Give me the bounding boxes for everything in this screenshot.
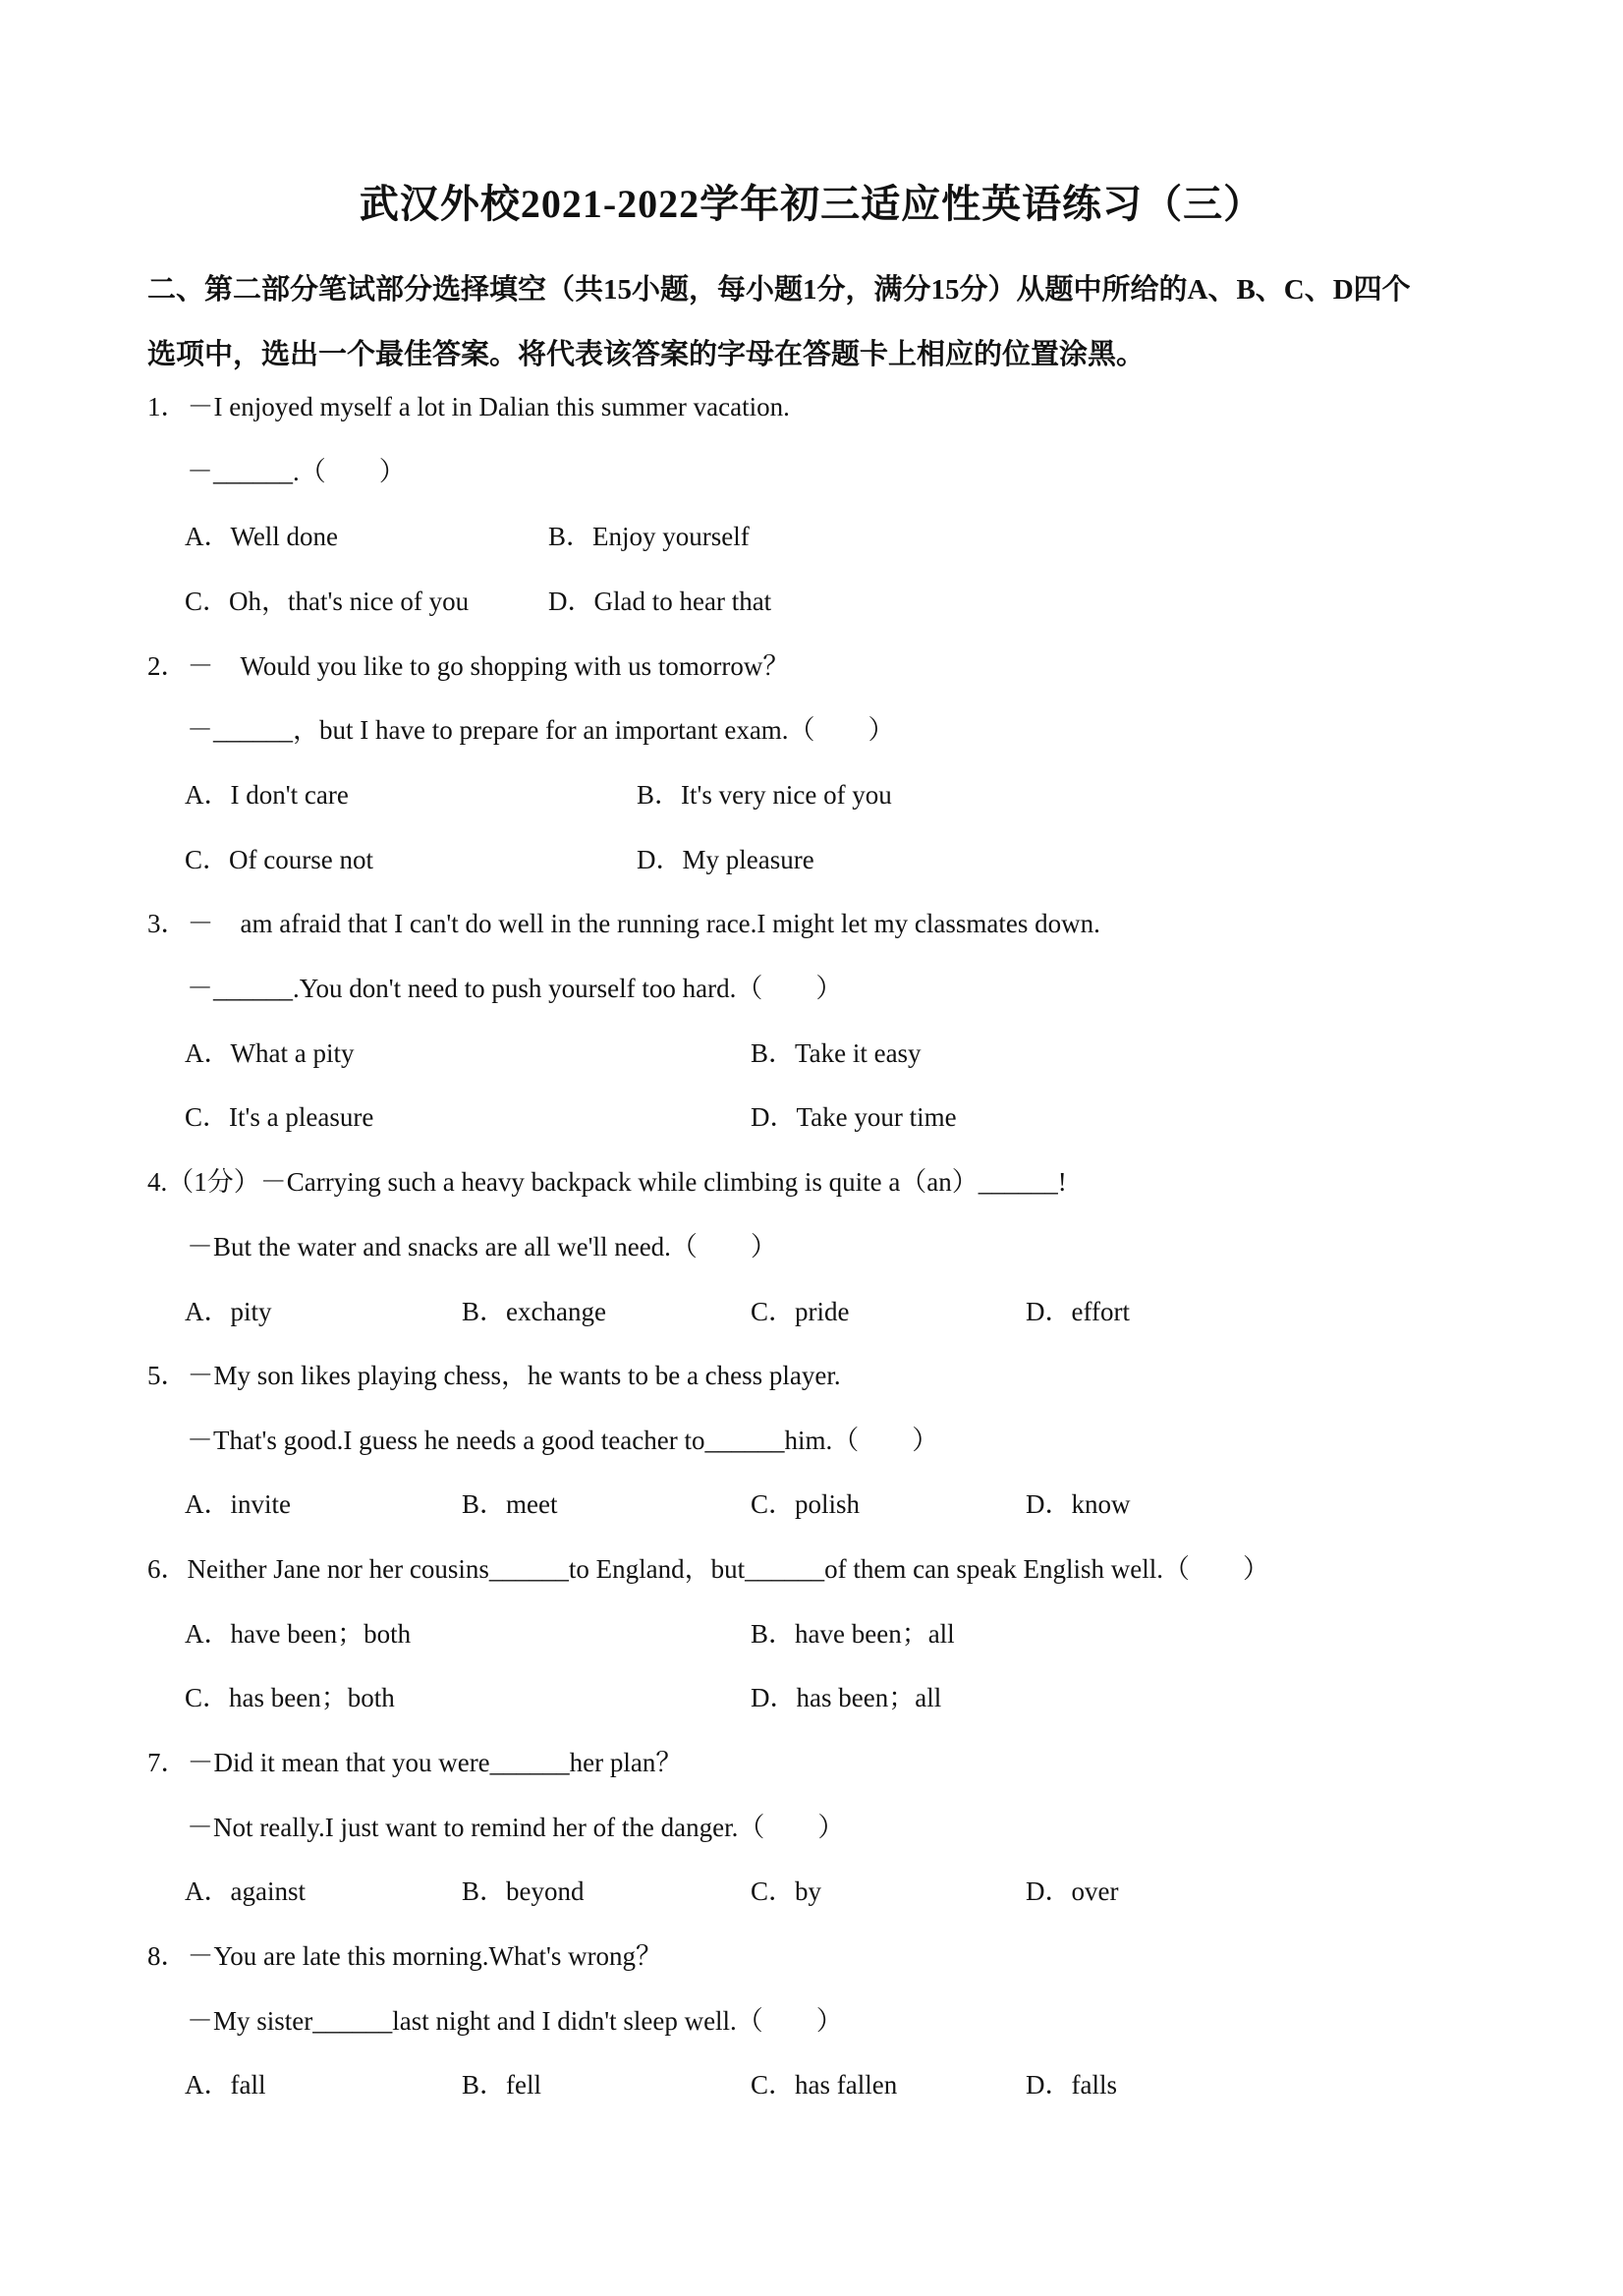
question-3-option-a[interactable]: A．What a pity bbox=[185, 1038, 355, 1068]
question-4-option-a[interactable]: A．pity bbox=[185, 1297, 272, 1326]
question-6-option-a[interactable]: A．have been；both bbox=[185, 1619, 412, 1649]
question-5-option-a[interactable]: A．invite bbox=[185, 1489, 291, 1519]
question-5-option-b[interactable]: B．meet bbox=[462, 1489, 558, 1519]
question-4-reply: －But the water and snacks are all we'll need.（ ） bbox=[187, 1232, 777, 1261]
question-6-stem: 6．Neither Jane nor her cousins______to England，but______of them can speak English well.（ ） bbox=[147, 1554, 1270, 1584]
question-7-option-d[interactable]: D．over bbox=[1026, 1876, 1119, 1906]
question-3-option-c[interactable]: C．It's a pleasure bbox=[185, 1102, 374, 1132]
question-2-stem: 2．－ Would you like to go shopping with us tomorrow？ bbox=[147, 651, 790, 681]
question-5-option-c[interactable]: C．polish bbox=[751, 1489, 861, 1519]
question-8-option-a[interactable]: A．fall bbox=[185, 2070, 266, 2100]
instructions-line-1: 二、第二部分笔试部分选择填空（共15小题，每小题1分，满分15分）从题中所给的A、B、C、D四个 bbox=[147, 274, 1411, 306]
question-8-option-b[interactable]: B．fell bbox=[462, 2070, 541, 2100]
question-2-option-c[interactable]: C．Of course not bbox=[185, 845, 373, 874]
question-1-option-d[interactable]: D．Glad to hear that bbox=[548, 587, 772, 616]
instructions-line-2: 选项中，选出一个最佳答案。将代表该答案的字母在答题卡上相应的位置涂黑。 bbox=[147, 339, 1146, 370]
question-1-reply: －______.（ ） bbox=[187, 457, 406, 486]
question-2-option-d[interactable]: D．My pleasure bbox=[637, 845, 814, 874]
page-title: 武汉外校2021-2022学年初三适应性英语练习（三） bbox=[359, 182, 1264, 226]
question-8-stem: 8．－You are late this morning.What's wrong？ bbox=[147, 1941, 663, 1971]
question-7-stem: 7．－Did it mean that you were______her plan？ bbox=[147, 1748, 683, 1777]
question-1-option-b[interactable]: B．Enjoy yourself bbox=[548, 522, 750, 551]
question-5-reply: －That's good.I guess he needs a good teacher to______him.（ ） bbox=[187, 1426, 939, 1455]
question-7-option-c[interactable]: C．by bbox=[751, 1876, 822, 1906]
question-2-option-b[interactable]: B．It's very nice of you bbox=[637, 780, 892, 810]
question-8-option-c[interactable]: C．has fallen bbox=[751, 2070, 898, 2100]
question-6-option-b[interactable]: B．have been；all bbox=[751, 1619, 955, 1649]
question-1-option-a[interactable]: A．Well done bbox=[185, 522, 339, 551]
question-2-reply: －______，but I have to prepare for an important exam.（ ） bbox=[187, 715, 895, 745]
question-2-option-a[interactable]: A．I don't care bbox=[185, 780, 349, 810]
question-3-stem: 3．－ am afraid that I can't do well in the running race.I might let my classmates down. bbox=[147, 909, 1100, 938]
question-7-option-b[interactable]: B．beyond bbox=[462, 1876, 585, 1906]
question-7-reply: －Not really.I just want to remind her of the danger.（ ） bbox=[187, 1813, 845, 1842]
question-4-option-d[interactable]: D．effort bbox=[1026, 1297, 1130, 1326]
question-3-option-b[interactable]: B．Take it easy bbox=[751, 1038, 922, 1068]
question-8-option-d[interactable]: D．falls bbox=[1026, 2070, 1117, 2100]
question-1-stem: 1．－I enjoyed myself a lot in Dalian this summer vacation. bbox=[147, 392, 790, 421]
question-4-option-c[interactable]: C．pride bbox=[751, 1297, 850, 1326]
section-instructions bbox=[147, 257, 1503, 387]
question-3-reply: －______.You don't need to push yourself too hard.（ ） bbox=[187, 974, 843, 1003]
question-5-option-d[interactable]: D．know bbox=[1026, 1489, 1131, 1519]
question-6-option-c[interactable]: C．has been；both bbox=[185, 1683, 395, 1712]
question-4-option-b[interactable]: B．exchange bbox=[462, 1297, 606, 1326]
question-5-stem: 5．－My son likes playing chess，he wants to be a chess player. bbox=[147, 1361, 841, 1390]
question-1-option-c[interactable]: C．Oh，that's nice of you bbox=[185, 587, 470, 616]
question-4-stem: 4.（1分）－Carrying such a heavy backpack while climbing is quite a（an）______! bbox=[147, 1167, 1067, 1197]
question-3-option-d[interactable]: D．Take your time bbox=[751, 1102, 957, 1132]
question-6-option-d[interactable]: D．has been；all bbox=[751, 1683, 942, 1712]
question-7-option-a[interactable]: A．against bbox=[185, 1876, 306, 1906]
question-8-reply: －My sister______last night and I didn't sleep well.（ ） bbox=[187, 2006, 843, 2036]
